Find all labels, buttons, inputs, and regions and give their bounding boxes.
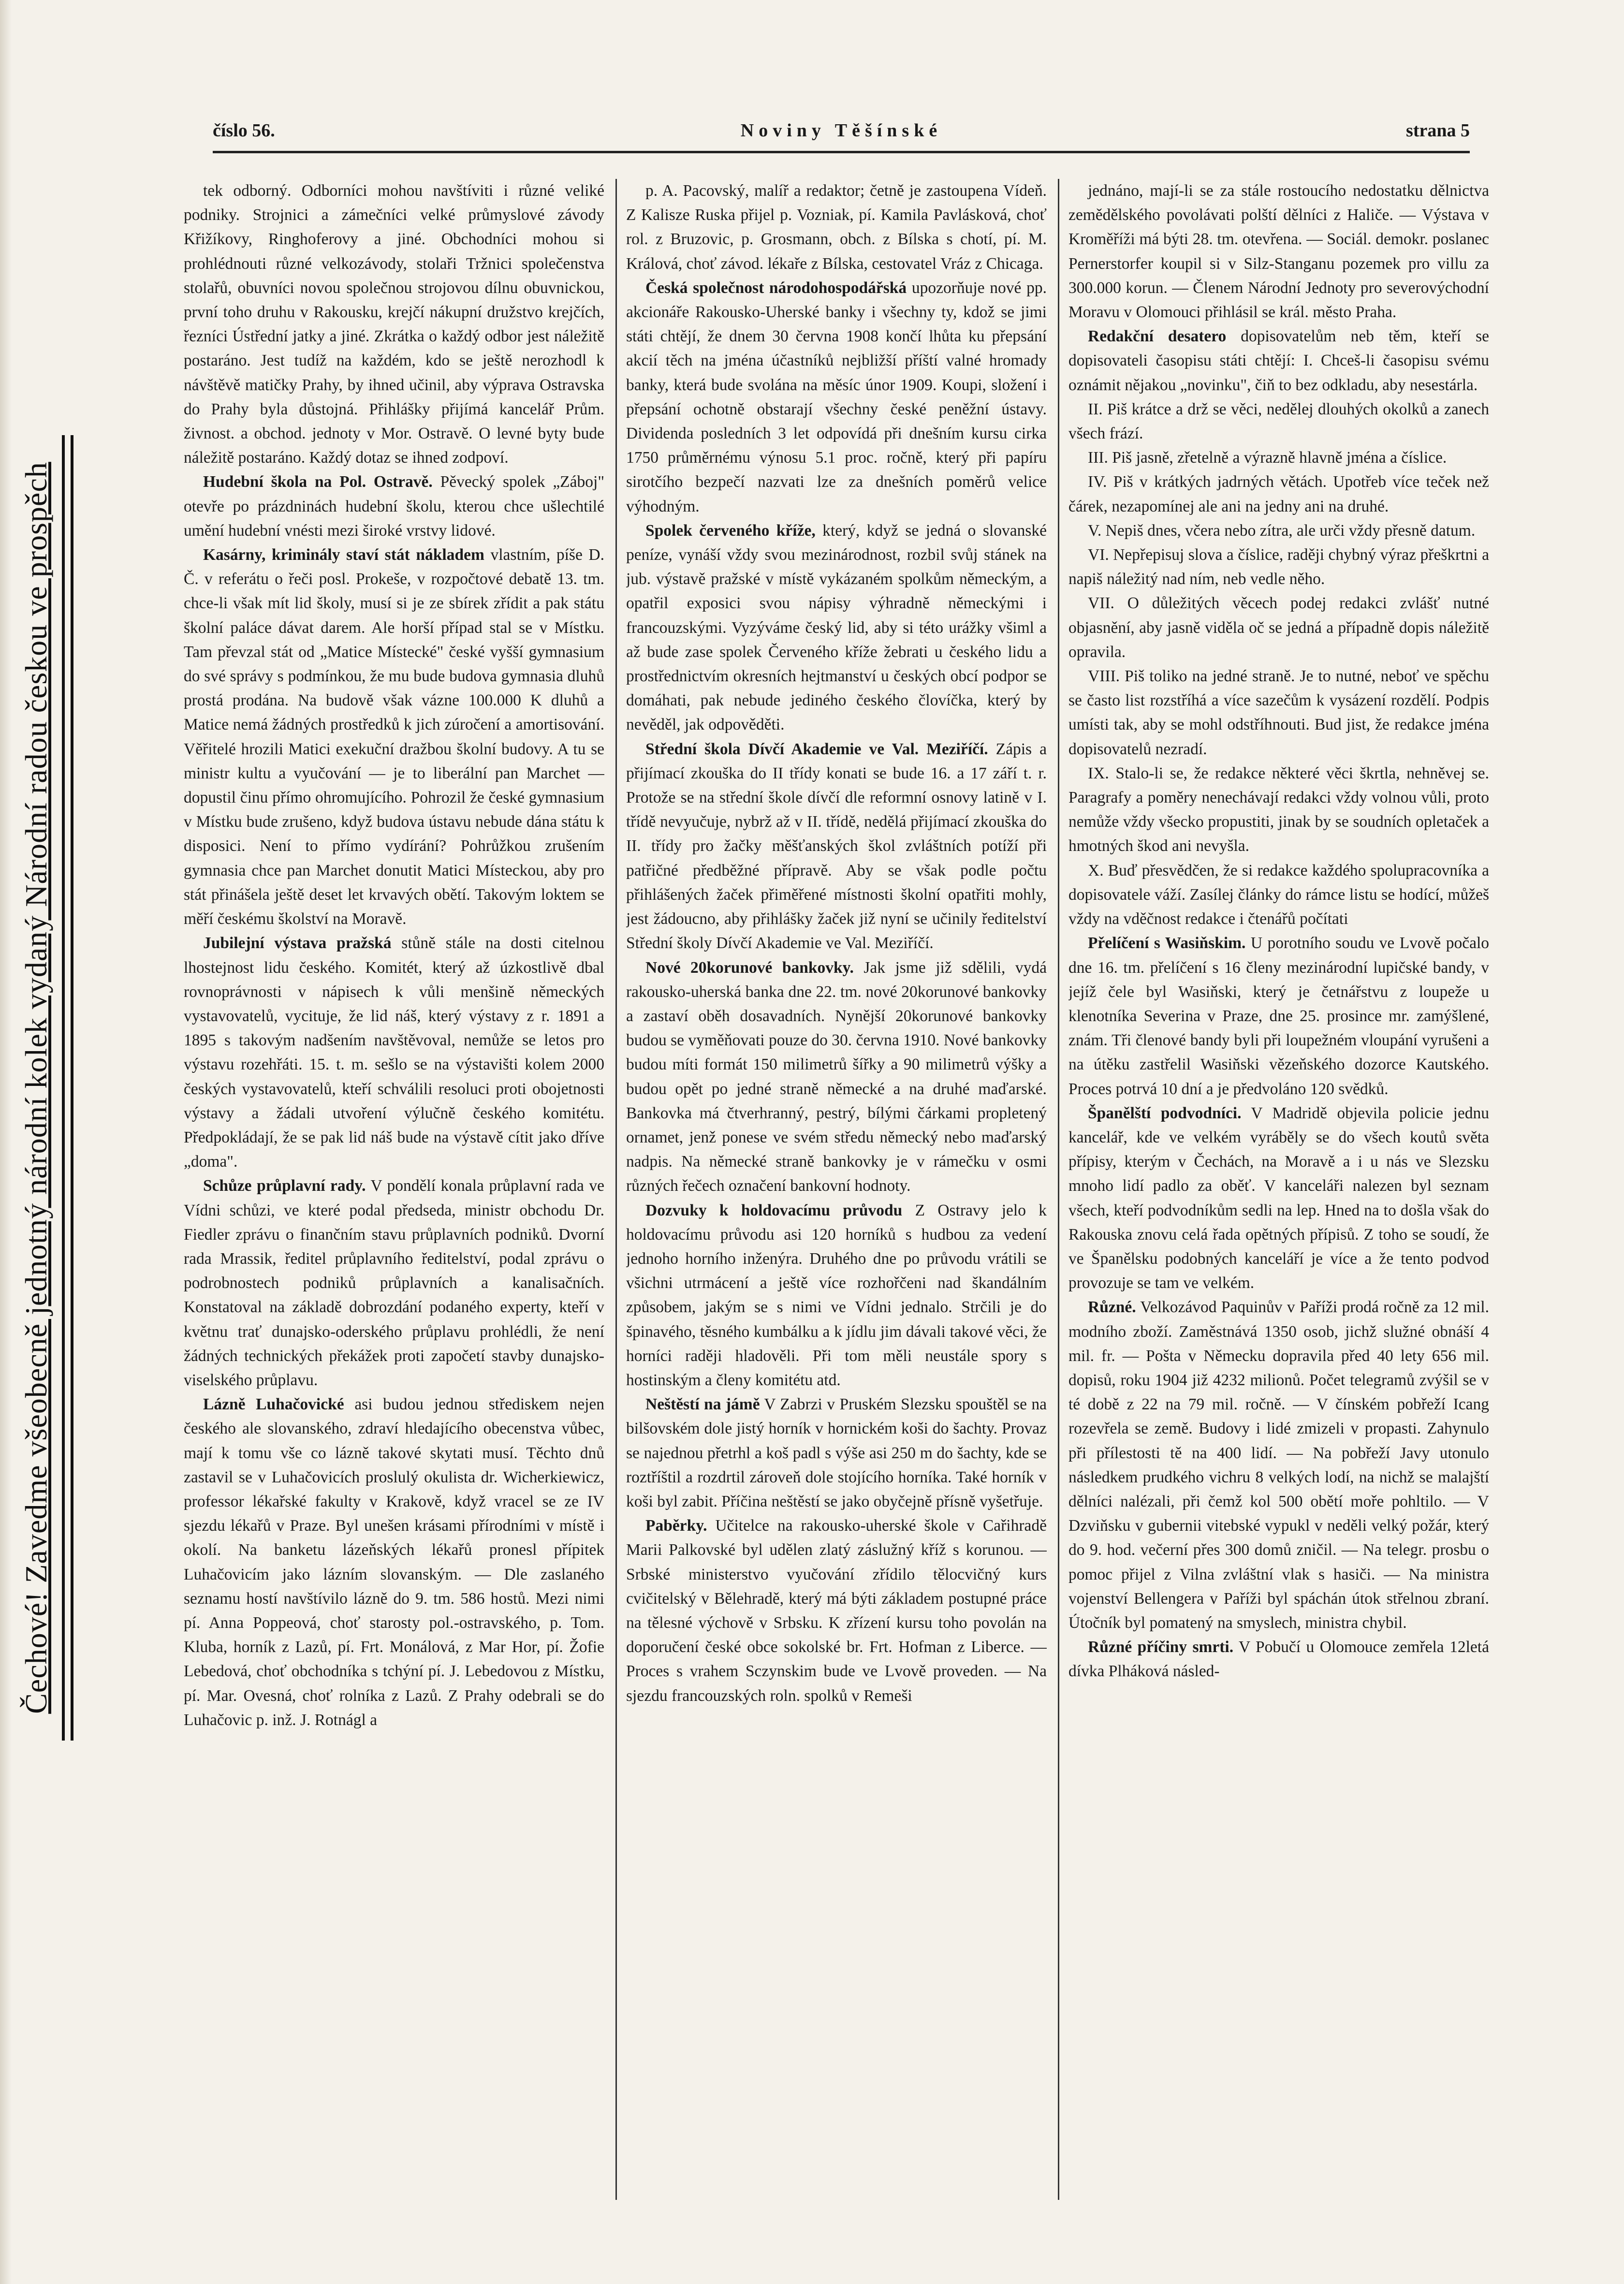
article-headline: Česká společnost národohospodářská	[645, 278, 907, 297]
newspaper-title: Noviny Těšínské	[740, 120, 942, 141]
article-text: IX. Stalo-li se, že redakce některé věci škrtla, nehněvej se. Paragrafy a poměry nenechávají redakci vždy volnou vůli, proto nemůže vždy všecko propustiti, jinak by se soudních opletaček a hmotných škod ani nevyšla.	[1068, 764, 1489, 855]
article-text: který, když se jedná o slovanské peníze, vynáší vždy svou mezinárodnost, rozbil svůj stánek na jub. výstavě pražské v místě vykázaném spolkům německým, a opatřil exposici svou nápisy výhradně německými i francouzskými. Vyzýváme český lid, aby si této urážky všiml a až bude zase spolek Červeného kříže žebrati u českého lidu a prostřednictvím okresních hejtmanství u českých obcí podpor se domáhati, pak nebude jediného českého človíčka, který by nevěděl, jak odpověděti.	[626, 521, 1047, 734]
article-text: II. Piš krátce a drž se věci, nedělej dlouhých okolků a zanech všech frází.	[1068, 400, 1489, 443]
article-paragraph	[626, 956, 1047, 1199]
article-paragraph	[1068, 1101, 1489, 1296]
article-text: Zápis a přijímací zkouška do II třídy konati se bude 16. a 17 září t. r. Protože se na střední škole dívčí dle reformní osnovy latině v I. třídě nevyučuje, nybrž až v II. třídě, nedělá přijímací zkouška do II. třídy pro žačky měšťanských škol zvláštních potíží při patřičné předběžné přípravě. Aby se však podle počtu přihlášených žaček přiměřené místnosti školní opatřiti mohly, jest žádoucno, aby přihlášky žaček již nyní se učinily ředitelství Střední školy Dívčí Akademie ve Val. Meziříčí.	[626, 740, 1047, 952]
column-1	[184, 179, 604, 2200]
article-text: IV. Piš v krátkých jadrných větách. Upotřeb více teček než čárek, nezapomínej ale ani na jedny ani na druhé.	[1068, 473, 1489, 515]
column-3	[1068, 179, 1489, 2200]
article-paragraph	[1068, 519, 1489, 543]
article-headline: Hudební škola na Pol. Ostravě.	[203, 473, 433, 491]
article-text: V Pobučí u Olomouce zemřela 12letá dívka Plháková násled-	[1068, 1638, 1489, 1681]
article-paragraph	[184, 1174, 604, 1392]
article-text: VIII. Piš toliko na jedné straně. Je to nutné, neboť ve spěchu se často list rozstříhá a více sazečům k vysázení rozdělí. Podpis umísti tak, aby se mohl odstříhnouti. Bud jist, že redakce jména dopisovatelů nezradí.	[1068, 667, 1489, 758]
article-paragraph	[626, 519, 1047, 737]
article-paragraph	[626, 276, 1047, 519]
article-headline: Dozvuky k holdovacímu průvodu	[645, 1201, 903, 1219]
column-2	[626, 179, 1047, 2200]
article-headline: Nové 20korunové bankovky.	[645, 958, 854, 977]
article-text: vlastním, píše D. Č. v referátu o řeči posl. Prokeše, v rozpočtové debatě 13. tm. chce-li však mít lid školy, musí si je ze sbírek zřídit a pak státu školní paláce dávat darem. Ale horší případ stal se v Místku. Tam převzal stát od „Matice Místecké" české vyšší gymnasium do své správy s podmínkou, že mu bude budova gymnasia dluhů prostá prodána. Na budově však vázne 100.000 K dluhů a Matice nemá žádných prostředků k jich zúročení a amortisování. Věřitelé hrozili Matici exekuční dražbou školní budovy. A tu se ministr kultu a vyučování — je to liberální pan Marchet — dopustil činu přímo ohromujícího. Pohrozil že české gymnasium v Místku bude zrušeno, když budova ústavu nebude dána státu k disposici. Není to přímo vydírání? Pohrůžkou zrušením gymnasia chce pan Marchet donutit Matici Místeckou, aby pro stát přinášela ještě deset let krvavých obětí. Takovým loktem se měří českému školství na Moravě.	[184, 546, 604, 928]
article-paragraph	[1068, 931, 1489, 1101]
article-headline: Spolek červeného kříže,	[645, 521, 816, 540]
article-text: p. A. Pacovský, malíř a redaktor; četně je zastoupena Vídeň. Z Kalisze Ruska přijel p. Vozniak, pí. Kamila Pavlásková, choť rol. z Bruzovic, p. Grosmann, obch. z Bílska s chotí, pí. M. Králová, choť závod. lékaře z Bílska, cestovatel Vráz z Chicaga.	[626, 182, 1047, 273]
article-paragraph	[1068, 179, 1489, 324]
article-text: VI. Nepřepisuj slova a číslice, raději chybný výraz přeškrtni a napiš náležitý nad ním, neb vedle něho.	[1068, 546, 1489, 588]
column-divider	[1058, 179, 1059, 2200]
article-headline: Redakční desatero	[1088, 327, 1227, 346]
article-text: Z Ostravy jelo k holdovacímu průvodu asi 120 horníků s hudbou za vedení jednoho horního inženýra. Druhého dne po průvodu vrátili se všichni utrmácení a ještě více rozhořčeni nad škandálním způsobem, jakým se s nimi ve Vídni jednalo. Strčili je do špinavého, těsného kumbálku a k jídlu jim dávali takové věci, že horníci raději hladověli. Při tom měli neustále spory s hostinským a členy komitétu atd.	[626, 1201, 1047, 1389]
article-columns	[184, 179, 1489, 2200]
article-text: V pondělí konala průplavní rada ve Vídni schůzi, ve které podal předseda, ministr obchodu Dr. Fiedler zprávu o finančním stavu průplavních podniků. Dvorní rada Mrassik, ředitel průplavního ředitelství, podal zprávu o podrobnostech podniků průplavních a kanalisačních. Konstatoval na základě dobrozdání podaného experty, kteří v květnu trať dunajsko-oderského průplavu prohlédli, že není žádných technických překážek proti započetí stavby dunajsko-viselského průplavu.	[184, 1177, 604, 1389]
article-headline: Španělští podvodníci.	[1088, 1104, 1242, 1122]
article-paragraph	[1068, 1295, 1489, 1635]
article-paragraph	[1068, 1635, 1489, 1684]
article-text: V Madridě objevila policie jednu kancelář, kde ve velkém vyráběly se do všech koutů světa přípisy, kterým v Čechách, na Moravě a i u nás ve Slezsku mnoho lidí padlo za oběť. V kanceláři nalezen byl seznam všech, kteří podvodníkům sedli na lep. Hned na to došla však do Rakouska znovu celá řada opětných přípisů. Z toho se soudí, že ve Španělsku podobných kanceláří je více a že tento podvod provozuje se tam ve velkém.	[1068, 1104, 1489, 1292]
article-paragraph	[626, 1514, 1047, 1708]
article-headline: Přelíčení s Wasiňskim.	[1088, 934, 1246, 952]
article-paragraph	[184, 931, 604, 1174]
article-paragraph	[1068, 761, 1489, 859]
article-paragraph	[1068, 470, 1489, 518]
stamp-text: Čechové! Zavedme všeobecně jednotný národní kolek vydaný Národní radou českou ve prospěch	[19, 462, 53, 1714]
article-text: V. Nepiš dnes, včera nebo zítra, ale urči vždy přesně datum.	[1088, 521, 1476, 540]
article-paragraph	[626, 1392, 1047, 1514]
article-text: VII. O důležitých věcech podej redakci zvlášť nutné objasnění, aby jasně viděla oč se jedná a případně dopis náležitě opravila.	[1068, 594, 1489, 661]
article-paragraph	[184, 179, 604, 470]
article-text: Jak jsme již sdělili, vydá rakousko-uherská banka dne 22. tm. nové 20korunové bankovky a zastaví oběh dosavadních. Nynější 20korunové bankovky budou se vyměňovati pouze do 30. června 1910. Nové bankovky budou míti formát 150 milimetrů šířky a 90 milimetrů výšky a budou opět po jedné straně německé a na druhé maďarské. Bankovka má čtverhranný, pestrý, bílými čárkami propletený ornamet, jenž ponese ve svém středu německý nebo maďarský nadpis. Na německé straně bankovky je v rámečku v osmi různých řečech označení bankovní hodnoty.	[626, 958, 1047, 1195]
article-paragraph	[1068, 664, 1489, 761]
article-paragraph	[1068, 324, 1489, 397]
stamp-bar	[71, 435, 73, 1741]
article-paragraph	[1068, 591, 1489, 664]
article-text: V Zabrzi v Pruském Slezsku spouštěl se na bilšovském dole jistý horník v hornickém koši do šachty. Provaz se najednou přetrhl a koš padl s výše asi 250 m do šachty, kde se roztříštil a rozdrtil zároveň dole stojícího horníka. Také horník v koši byl zabit. Příčina neštěstí se jako obyčejně přísně vyšetřuje.	[626, 1395, 1047, 1510]
article-text: tek odborný. Odborníci mohou navštíviti i různé veliké podniky. Strojnici a zámečníci velké průmyslové závody Křižíkovy, Ringhoferovy a jiné. Obchodníci mohou si prohlédnouti různé velkozávody, stolaři Tržnici společenstva stolařů, obuvníci novou společnou strojovou dílnu obuvnickou, první toho druhu v Rakousku, krejčí nákupní družstvo krejčích, řezníci Ústřední jatky a jiné. Zkrátka o každý odbor jest náležitě postaráno. Jest tudíž na každém, kdo se ještě nerozhodl k návštěvě matičky Prahy, by ihned učinil, aby výprava Ostravska do Prahy byla důstojná. Přihlášky přijímá kancelář Prům. živnost. a obchod. jednoty v Mor. Ostravě. O levné byty bude náležitě postaráno. Každý dotaz se ihned zodpoví.	[184, 182, 604, 467]
article-headline: Neštěstí na jámě	[645, 1395, 760, 1414]
article-headline: Lázně Luhačovické	[203, 1395, 344, 1414]
side-stamp	[0, 435, 73, 1741]
article-headline: Různé.	[1088, 1298, 1136, 1317]
article-headline: Střední škola Dívčí Akademie ve Val. Meziříčí.	[645, 740, 988, 758]
article-headline: Schůze průplavní rady.	[203, 1177, 366, 1195]
article-paragraph	[184, 543, 604, 931]
article-paragraph	[1068, 543, 1489, 591]
stamp-bar	[62, 435, 65, 1741]
article-text: X. Buď přesvědčen, že si redakce každého spolupracovníka a dopisovatele váží. Zasílej články do rámce listu se hodící, můžeš vždy na vděčnost redakce i čtenářů počítati	[1068, 861, 1489, 928]
article-paragraph	[626, 737, 1047, 956]
page-number: strana 5	[1406, 120, 1470, 141]
article-paragraph	[1068, 397, 1489, 446]
article-text: Pěvecký spolek „Záboj" otevře po prázdninách hudební školu, kterou chce ušlechtilé umění hudební vnésti mezi široké vrstvy lidové.	[184, 473, 604, 540]
article-headline: Různé příčiny smrti.	[1088, 1638, 1234, 1656]
article-paragraph	[1068, 859, 1489, 932]
article-text: Učitelce na rakousko-uherské škole v Cařihradě Marii Palkovské byl udělen zlatý záslužný kříž s korunou. — Srbské ministerstvo vyučování zřídilo tělocvičný kurs cvičitelský v Bělehradě, který má býti základem postupné práce na tělesné výchově v Srbsku. K zřízení kursu toho povolán na doporučení české obce sokolské br. Frt. Hofman z Liberce. — Proces s vrahem Sczynskim bude ve Lvově proveden. — Na sjezdu francouzských roln. spolků v Remeši	[626, 1517, 1047, 1705]
article-headline: Jubilejní výstava pražská	[203, 934, 392, 952]
article-text: upozorňuje nové pp. akcionáře Rakousko-Uherské banky i všechny ty, kdož se jimi státi chtějí, že dnem 30 června 1908 končí lhůta ku přepsání akcií těch na jména účastníků nejbližší příští valné hromady banky, která bude svolána na měsíc únor 1909. Koupi, složení i přepsání ochotně obstarají všechny české peněžní ústavy. Dividenda posledních 3 let odpovídá při dnešním kursu cirka 1750 průměrnému výnosu 5.1 proc. ročně, který při papíru sirotčího bezpečí nazvati lze za dnešních poměrů velice výhodným.	[626, 278, 1047, 515]
article-text: jednáno, mají-li se za stále rostoucího nedostatku dělnictva zemědělského povolávati polští dělníci z Haliče. — Výstava v Kroměříži má býti 28. tm. otevřena. — Sociál. demokr. poslanec Pernerstorfer koupil si v Silz-Stanganu pozemek pro villu za 300.000 korun. — Členem Národní Jednoty pro severovýchodní Moravu v Olomouci přihlásil se král. město Praha.	[1068, 182, 1489, 322]
article-paragraph	[1068, 446, 1489, 470]
article-text: Velkozávod Paquinův v Paříži prodá ročně za 12 mil. modního zboží. Zaměstnává 1350 osob, jichž služné obnáší 4 mil. fr. — Pošta v Německu dopravila před 40 lety 656 mil. dopisů, roku 1904 již 4232 milionů. Počet telegramů zvýšil se v té době z 22 na 79 mil. ročně. — V čínském pobřeží Icang rozevřela se země. Budovy i lidé zmizeli v propasti. Zahynulo při přílestosti tě na 400 lidí. — Na pobřeží Javy utonulo následkem prudkého vichru 8 velkých lodí, na nichž se malajští dělníci nalézali, při čemž kol 500 obětí moře pohltilo. — V Dzviňsku v gubernii vitebské vypukl v neděli velký požár, který do 9. hod. večerní přes 300 domů zničil. — Na telegr. prosbu o pomoc přijel z Vilna zvláštní vlak s hasiči. — Na ministra vojenství Bellengera v Paříži byl spáchán útok střelnou zbraní. Útočník byl pomatený na smyslech, ministra chybil.	[1068, 1298, 1489, 1632]
article-paragraph	[184, 470, 604, 543]
article-paragraph	[184, 1392, 604, 1732]
article-text: asi budou jednou střediskem nejen českého ale slovanského, zdraví hledajícího obecenstva vůbec, mají k tomu vše co lázně takové skytati musí. Těchto dnů zastavil se v Luhačovicích proslulý okulista dr. Wicherkiewicz, professor lékařské fakulty v Krakově, když vracel se ze IV sjezdu lékařů v Praze. Byl unešen krásami přírodními v místě i okolí. Na banketu lázeňských lékařů pronesl přípitek Luhačovicím jako lázním slovanským. — Dle zaslaného seznamu hostí navštívilo lázně do 9. tm. 586 hostů. Mezi nimi pí. Anna Poppeová, choť starosty pol.-ostravského, p. Tom. Kluba, horník z Lazů, pí. Frt. Monálová, z Mar Hor, pí. Žofie Lebedová, choť obchodníka s tchýní pí. J. Lebedovou z Místku, pí. Mar. Ovesná, choť rolníka z Lazů. Z Prahy odebrali se do Luhačovic p. inž. J. Rotnágl a	[184, 1395, 604, 1729]
issue-number: číslo 56.	[213, 120, 275, 141]
article-headline: Kasárny, kriminály staví stát nákladem	[203, 546, 484, 564]
page-header	[213, 116, 1470, 153]
article-text: U porotního soudu ve Lvově počalo dne 16. tm. přelíčení s 16 členy mezinárodní lupičské bandy, v jejíž čele byl Wasiňski, který je četnářstvu z loupeže u klenotníka Severina v Praze, dne 25. prosince mr. zamýšlené, znám. Tři členové bandy byli při loupežném vloupání vyrušeni a na útěku zastřelil Wasiňski vězeňského dozorce Kautského. Proces potrvá 10 dní a je předvoláno 120 svědků.	[1068, 934, 1489, 1098]
article-paragraph	[626, 179, 1047, 276]
article-text: dopisovatelům neb těm, kteří se dopisovateli časopisu státi chtějí: I. Chceš-li časopisu svému oznámit nějakou „novinku", čiň to bez odkladu, aby nesestárla.	[1068, 327, 1489, 394]
column-divider	[615, 179, 617, 2200]
article-headline: Paběrky.	[645, 1517, 707, 1535]
article-text: stůně stále na dosti citelnou lhostejnost lidu českého. Komitét, který až úzkostlivě dbal rovnoprávnosti v nápisech k vůli menšině německých vystavovatelů, vycituje, že lid náš, který výstavy z r. 1891 a 1895 s takovým nadšením navštěvoval, nemůže se letos pro výstavu rozehřáti. 15. t. m. sešlo se na výstavišti kolem 2000 českých vystavovatelů, kteří schválili resoluci proti obojetnosti výstavy a žádali utvoření výlučně českého komitétu. Předpokládají, že se pak lid náš bude na výstavě cítit jako dříve „doma".	[184, 934, 604, 1171]
article-text: III. Piš jasně, zřetelně a výrazně hlavně jména a číslice.	[1088, 449, 1447, 467]
article-paragraph	[626, 1199, 1047, 1393]
